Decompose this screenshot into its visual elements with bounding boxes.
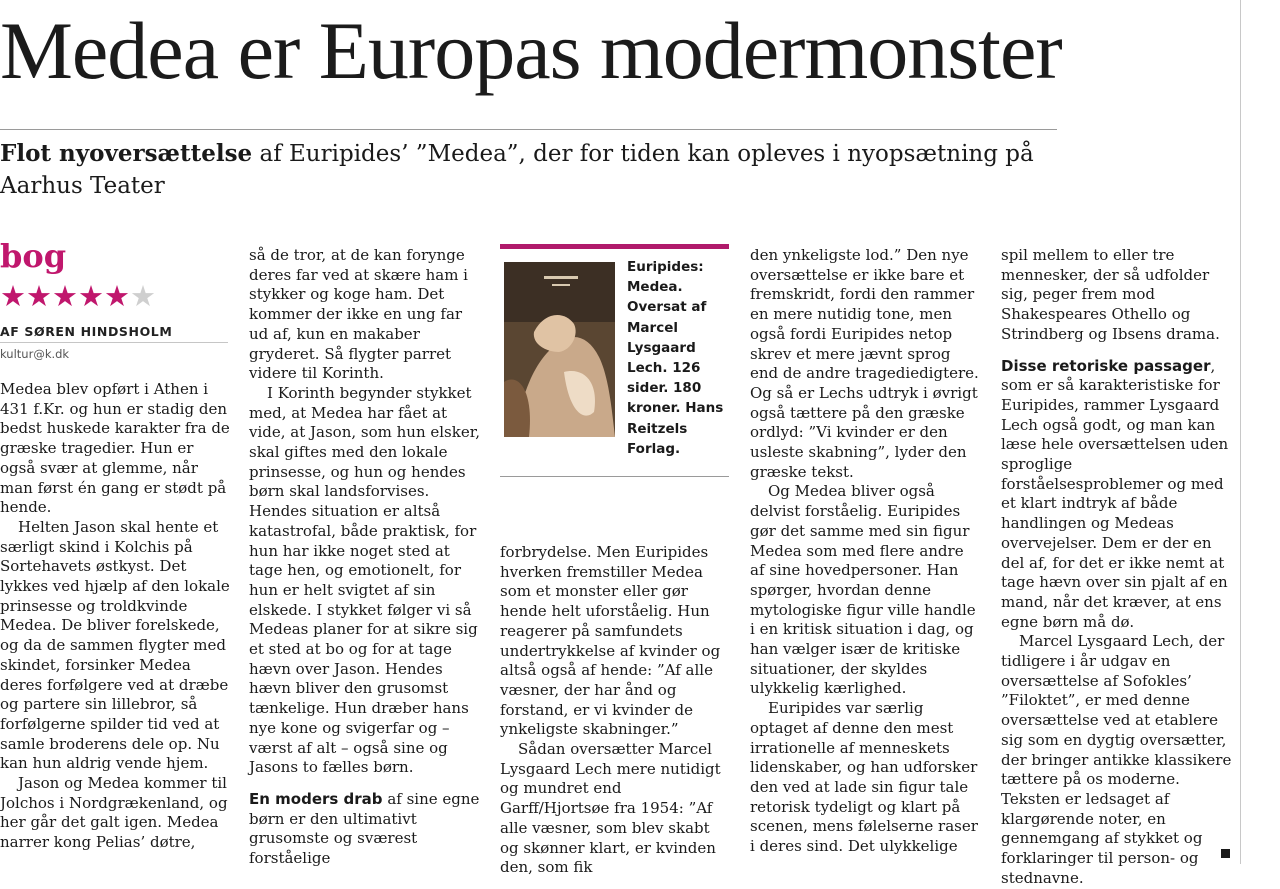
- star-filled-icon: ★: [0, 281, 26, 313]
- body-column-1: [0, 380, 232, 853]
- body-column-2: [249, 246, 481, 869]
- paragraph: spil mellem to eller tre mennesker, der så udfolder sig, peger frem mod Shakespeares Othello og Strindberg og Ibsens drama.: [1001, 246, 1220, 343]
- factbox-bottom-rule: [500, 476, 729, 477]
- section-kicker: bog: [0, 237, 67, 275]
- star-filled-icon: ★: [78, 281, 104, 313]
- paragraph: den ynkeligste lod.” Den nye oversættelse er ikke bare et fremskridt, fordi den rammer en mere nutidig tone, men også fordi Euripides netop skrev et mere jævnt sprog end de andre tragediedigtere. Og så er Lechs udtryk i øvrigt også tættere på den græske ordlyd: ”Vi kvinder er den usleste skabning”, lyder den græske tekst.: [750, 246, 979, 481]
- byline-rule: [0, 342, 228, 343]
- book-cover-image: [504, 262, 615, 437]
- headline: Medea er Europas modermonster: [0, 5, 1062, 96]
- paragraph: [1001, 357, 1233, 633]
- subheadline: [0, 138, 1060, 202]
- paragraph: [249, 790, 481, 869]
- paragraph-lead-in: En moders drab: [249, 789, 383, 808]
- star-filled-icon: ★: [104, 281, 130, 313]
- article-end-mark: [1221, 849, 1230, 858]
- paragraph: Sådan oversætter Marcel Lysgaard Lech mere nutidigt og mundret end Garff/Hjortsøe fra 1954: ”Af alle væsner, som blev skabt og skønner klart, er kvinden den, som fik: [500, 740, 721, 877]
- paragraph: I Korinth begynder stykket med, at Medea har fået at vide, at Jason, som hun elsker, skal giftes med den lokale prinsesse, og hun og hendes børn skal landsforvises. Hendes situation er altså katastrofal, både praktisk, for hun har ikke noget sted at tage hen, og emotionelt, for hun er helt svigtet af sin elskede. I stykket følger vi så Medeas planer for at sikre sig et sted at bo og for at tage hævn over Jason. Hendes hævn bliver den grusomst tænkelige. Hun dræber hans nye kone og svigerfar og – værst af alt – også sine og Jasons to fælles børn.: [249, 383, 481, 777]
- headline-rule: [0, 129, 1057, 130]
- body-column-5: [1001, 246, 1233, 889]
- byline: AF SØREN HINDSHOLM: [0, 324, 173, 339]
- star-empty-icon: ★: [130, 281, 156, 313]
- star-filled-icon: ★: [26, 281, 52, 313]
- paragraph: Jason og Medea kommer til Jolchos i Nordgrækenland, og her går det galt igen. Medea narrer kong Pelias’ døtre,: [0, 774, 228, 852]
- paragraph: forbrydelse. Men Euripides hverken fremstiller Medea som et monster eller gør hende helt uforståelig. Hun reagerer på samfundets undertrykkelse af kvinder og altså også af hende: ”Af alle væsner, der har ånd og forstand, er vi kvinder de ynkeligste skabninger.”: [500, 543, 721, 739]
- star-rating: [0, 280, 156, 314]
- subheadline-text: af Euripides’ ”Medea”, der for tiden kan opleves i nyopsætning på Aarhus Teater: [0, 141, 1034, 199]
- paragraph-text: af sine egne børn er den ultimativt grusomste og sværest forståelige: [249, 789, 480, 868]
- paragraph: Marcel Lysgaard Lech, der tidligere i år udgav en oversættelse af Sofokles’ ”Filoktet”, er med denne oversættelse ved at etablere sig som en dygtig oversætter, der bringer antikke klassikere tættere på os moderne. Teksten er ledsaget af klargørende noter, en gennemgang af stykket og forklaringer til person- og stednavne.: [1001, 632, 1232, 887]
- paragraph: så de tror, at de kan forynge deres far ved at skære ham i stykker og koge ham. Det kommer der ikke en ung far ud af, kun en makaber gryderet. Så flygter parret videre til Korinth.: [249, 246, 468, 383]
- paragraph-lead-in: Disse retoriske passager: [1001, 356, 1211, 375]
- subheadline-bold: Flot nyoversættelse: [0, 140, 253, 167]
- author-email: kultur@k.dk: [0, 347, 70, 361]
- star-filled-icon: ★: [52, 281, 78, 313]
- factbox-top-rule: [500, 244, 729, 249]
- paragraph: Medea blev opført i Athen i 431 f.Kr. og hun er stadig den bedst huskede karakter fra de græske tragedier. Hun er også svær at glemme, når man først én gang er stødt på hende.: [0, 380, 230, 517]
- page-edge-rule: [1240, 0, 1241, 864]
- paragraph-text: , som er så karakteristiske for Euripides, rammer Lysgaard Lech også godt, og man kan læse hele oversættelsen uden sproglige forståelsesproblemer og med et klart indtryk af både handlingen og Medeas overvejelser. Dem er der en del af, for det er ikke nemt at tage hævn over sin pjalt af en mand, når det kræver, at ens egne børn må dø.: [1001, 356, 1229, 631]
- paragraph: Euripides var særlig optaget af denne den mest irrationelle af menneskets lidenskaber, og han udforsker den ved at lade sin figur tale retorisk tydeligt og klart på scenen, mens følelserne raser i deres sind. Det ulykkelige: [750, 699, 978, 856]
- body-column-4: [750, 246, 982, 857]
- body-column-3: [500, 543, 732, 878]
- factbox-book-info: Euripides: Medea. Oversat af Marcel Lysgaard Lech. 126 sider. 180 kroner. Hans Reitzels Forlag.: [627, 259, 724, 457]
- paragraph: Og Medea bliver også delvist forståelig. Euripides gør det samme med sin figur Medea som med flere andre af sine hovedpersoner. Han spørger, hvordan denne mytologiske figur ville handle i en kritisk situation i dag, og han vælger især de kritiske situationer, der skyldes ulykkelig kærlighed.: [750, 482, 976, 698]
- paragraph: Helten Jason skal hente et særligt skind i Kolchis på Sortehavets østkyst. Det lykkes ved hjælp af den lokale prinsesse og troldkvinde Medea. De bliver forelskede, og da de sammen flygter med skindet, forsinker Medea deres forfølgere ved at dræbe og partere sin lillebror, så forfølgerne spilder tid ved at samle broderens dele op. Nu kan hun aldrig vende hjem.: [0, 517, 230, 773]
